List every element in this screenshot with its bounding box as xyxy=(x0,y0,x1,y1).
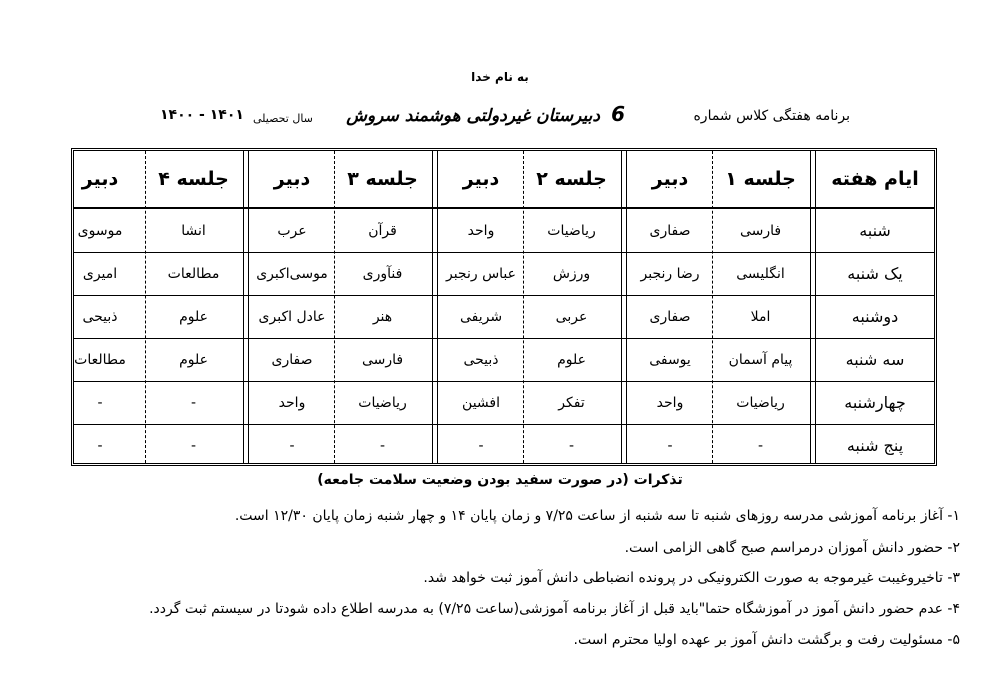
cell-divider xyxy=(145,151,146,463)
schedule-cell: مطالعات xyxy=(74,351,126,368)
schedule-cell: - xyxy=(289,437,295,454)
schedule-cell: - xyxy=(667,437,673,454)
schedule-cell: املا xyxy=(750,308,771,325)
day-cell: پنج شنبه xyxy=(846,436,904,455)
cell-divider xyxy=(712,151,713,463)
note-item: ۴- عدم حضور دانش آموز در آموزشگاه حتما"باید قبل از آغاز برنامه آموزشی(ساعت ۷/۲۵) به مدرسه اطلاع داده شودتا در سیستم ثبت گردد. xyxy=(149,601,960,617)
schedule-cell: واحد xyxy=(656,394,684,411)
notes-title: تذکرات (در صورت سفید بودن وضعیت سلامت جامعه) xyxy=(317,472,683,488)
schedule-cell: فنآوری xyxy=(362,265,403,282)
schedule-cell: هنر xyxy=(372,308,393,325)
schedule-cell: تفکر xyxy=(558,394,585,411)
schedule-cell: قرآن xyxy=(368,222,397,239)
note-item: ۱- آغاز برنامه آموزشی مدرسه روزهای شنبه تا سه شنبه از ساعت ۷/۲۵ و زمان پایان ۱۴ و چهار شنبه زمان پایان ۱۲/۳۰ است. xyxy=(234,508,960,524)
schedule-cell: فارسی xyxy=(739,222,782,239)
year-label: سال تحصیلی xyxy=(253,112,313,125)
school-name: دبیرستان غیردولتی هوشمند سروش xyxy=(346,106,600,126)
note-item: ۵- مسئولیت رفت و برگشت دانش آموز بر عهده اولیا محترم است. xyxy=(573,632,960,648)
schedule-cell: امیری xyxy=(82,265,118,282)
schedule-cell: انشا xyxy=(181,222,206,239)
schedule-cell: ریاضیات xyxy=(358,394,407,411)
header-cell: دبیر xyxy=(651,168,689,190)
header-cell: دبیر xyxy=(462,168,500,190)
schedule-cell: علوم xyxy=(557,351,586,368)
schedule-cell: واحد xyxy=(278,394,306,411)
header-cell: جلسه ۱ xyxy=(725,168,796,190)
cell-divider xyxy=(523,151,524,463)
schedule-cell: علوم xyxy=(179,308,208,325)
note-item: ۳- تاخیروغیبت غیرموجه به صورت الکترونیکی در پرونده انضباطی دانش آموز ثبت خواهد شد. xyxy=(423,570,960,586)
schedule-cell: ریاضیات xyxy=(547,222,596,239)
schedule-cell: - xyxy=(190,437,197,454)
day-cell: شنبه xyxy=(859,221,891,240)
cell-divider xyxy=(334,151,335,463)
schedule-cell: عباس رنجبر xyxy=(445,265,517,282)
day-cell: دوشنبه xyxy=(851,307,899,326)
schedule-cell: پیام آسمان xyxy=(728,351,793,368)
schedule-cell: موسی‌اکبری xyxy=(256,265,328,282)
schedule-cell: - xyxy=(97,394,103,411)
header-cell: جلسه ۲ xyxy=(536,168,607,190)
header-cell: جلسه ۴ xyxy=(158,168,229,190)
day-cell: چهارشنبه xyxy=(844,393,906,412)
schedule-cell: ذبیحی xyxy=(82,308,118,325)
schedule-cell: شریفی xyxy=(459,308,503,325)
schedule-cell: - xyxy=(190,394,197,411)
schedule-cell: صفاری xyxy=(271,351,313,368)
class-number: 6 xyxy=(611,102,625,126)
schedule-cell: یوسفی xyxy=(649,351,691,368)
schedule-cell: علوم xyxy=(179,351,208,368)
day-cell: یک شنبه xyxy=(847,264,903,283)
schedule-cell: - xyxy=(97,437,103,454)
title-prefix: برنامه هفتگی کلاس شماره xyxy=(693,108,850,124)
schedule-cell: انگلیسی xyxy=(736,265,785,282)
year-value: ۱۴۰۰ - ۱۴۰۱ xyxy=(160,107,244,123)
header-cell: جلسه ۳ xyxy=(347,168,418,190)
schedule-cell: ذبیحی xyxy=(463,351,499,368)
schedule-cell: فارسی xyxy=(361,351,404,368)
basmala: به نام خدا xyxy=(471,70,529,84)
schedule-cell: صفاری xyxy=(649,222,691,239)
schedule-cell: عربی xyxy=(555,308,588,325)
title-row xyxy=(150,104,850,134)
header-cell: دبیر xyxy=(81,168,119,190)
schedule-cell: ریاضیات xyxy=(736,394,785,411)
schedule-table xyxy=(71,148,937,466)
schedule-cell: ورزش xyxy=(552,265,591,282)
header-cell: دبیر xyxy=(273,168,311,190)
schedule-cell: رضا رنجبر xyxy=(640,265,700,282)
schedule-cell: - xyxy=(568,437,575,454)
schedule-cell: واحد xyxy=(467,222,495,239)
schedule-cell: - xyxy=(478,437,484,454)
schedule-cell: صفاری xyxy=(649,308,691,325)
schedule-cell: افشین xyxy=(462,394,500,411)
schedule-cell: موسوی xyxy=(77,222,123,239)
header-cell: ایام هفته xyxy=(831,168,919,190)
note-item: ۲- حضور دانش آموزان درمراسم صبح گاهی الزامی است. xyxy=(624,540,960,556)
schedule-cell: عرب xyxy=(277,222,307,239)
schedule-cell: مطالعات xyxy=(167,265,220,282)
day-cell: سه شنبه xyxy=(845,350,905,369)
schedule-cell: - xyxy=(379,437,386,454)
schedule-cell: - xyxy=(757,437,764,454)
schedule-cell: عادل اکبری xyxy=(258,308,326,325)
